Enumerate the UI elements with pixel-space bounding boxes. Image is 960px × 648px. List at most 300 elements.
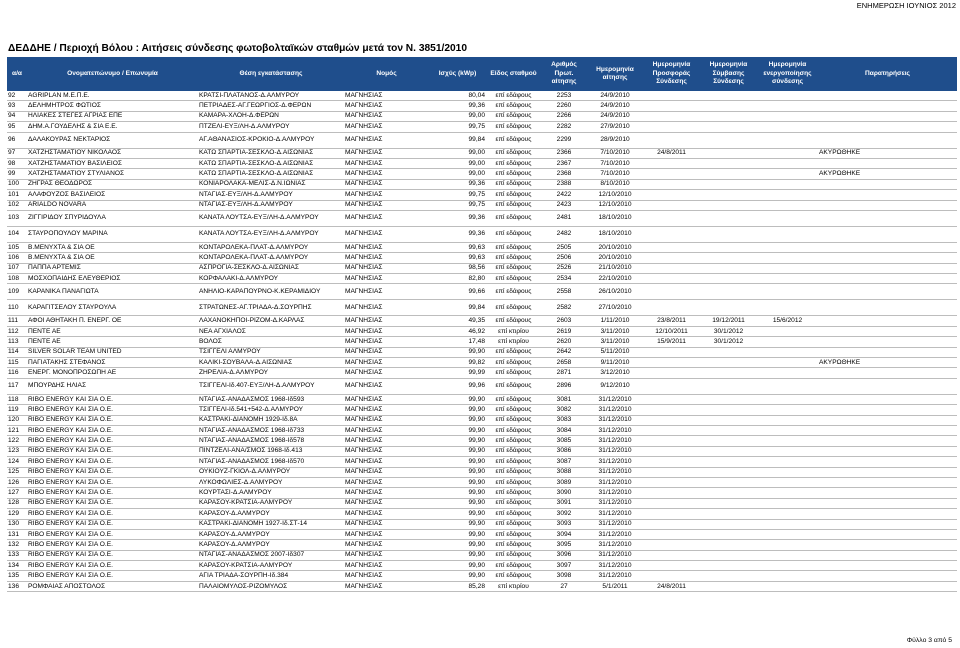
table-row [7, 561, 957, 571]
col-location-cell: ΚΑΡΑΣΟΥ-ΚΡΑΤΣΙΑ-ΑΛΜΥΡΟΥ [198, 561, 344, 571]
col-contract-date-cell [700, 457, 757, 467]
col-notes-cell [818, 425, 957, 435]
col-location-cell: ΚΡΑΤΣΙ-ΠΛΑΤΑΝΟΣ-Δ.ΑΛΜΥΡΟΥ [198, 91, 344, 101]
col-contract-date-cell [700, 132, 757, 148]
col-notes-cell [818, 158, 957, 168]
col-contract-date-cell [700, 226, 757, 242]
col-station-type-cell: επί εδάφους [486, 91, 541, 101]
col-station-type-cell: επί εδάφους [486, 561, 541, 571]
col-power-cell: 99,63 [429, 253, 486, 263]
col-station-type-cell: επί εδάφους [486, 253, 541, 263]
col-nomos-cell: ΜΑΓΝΗΣΙΑΣ [344, 394, 429, 404]
col-location-cell: ΚΑΡΑΣΟΥ-Δ.ΑΛΜΥΡΟΥ [198, 529, 344, 539]
col-power-cell: 99,90 [429, 519, 486, 529]
col-offer-date-cell [643, 274, 700, 284]
col-activation-date-cell [757, 467, 818, 477]
col-name-cell: ΗΛΙΑΚΕΣ ΣΤΕΓΕΣ ΑΓΡΙΑΣ ΕΠΕ [27, 111, 198, 121]
col-offer-date-cell [643, 498, 700, 508]
col-location-cell: ΚΑΡΑΣΟΥ-Δ.ΑΛΜΥΡΟΥ [198, 509, 344, 519]
col-activation-date-cell [757, 200, 818, 210]
col-power-cell: 99,84 [429, 132, 486, 148]
col-notes-cell [818, 378, 957, 394]
col-name-header: Ονοματεπώνυμο / Επωνυμία [27, 57, 198, 91]
col-request-date-header: Ημερομηνία αίτησης [587, 57, 643, 91]
col-contract-date-cell [700, 300, 757, 316]
col-location-cell: ΚΑΝΑΤΑ ΛΟΥΤΣΑ-ΕΥΞ/ΛΗ-Δ.ΑΛΜΥΡΟΥ [198, 226, 344, 242]
col-nomos-cell: ΜΑΓΝΗΣΙΑΣ [344, 101, 429, 111]
col-aa-cell: 110 [7, 300, 27, 316]
col-request-date-cell: 31/12/2010 [587, 561, 643, 571]
col-nomos-cell: ΜΑΓΝΗΣΙΑΣ [344, 581, 429, 591]
col-power-cell: 99,36 [429, 226, 486, 242]
col-name-cell: RIBO ENERGY ΚΑΙ ΣΙΑ Ο.Ε. [27, 457, 198, 467]
col-activation-date-cell [757, 122, 818, 132]
col-name-cell: ΠΑΓΙΑΤΑΚΗΣ ΣΤΕΦΑΝΟΣ [27, 358, 198, 368]
col-name-cell: ΖΙΓΓΙΡΙΔΟΥ ΣΠΥΡΙΔΟΥΛΑ [27, 210, 198, 226]
col-activation-date-cell [757, 358, 818, 368]
col-protocol-cell: 2526 [541, 263, 587, 273]
col-activation-date-cell [757, 91, 818, 101]
col-nomos-cell: ΜΑΓΝΗΣΙΑΣ [344, 200, 429, 210]
col-request-date-cell: 7/10/2010 [587, 158, 643, 168]
col-aa-cell: 106 [7, 253, 27, 263]
col-station-type-cell: επί εδάφους [486, 263, 541, 273]
col-location-cell: ΝΤΑΓΙΑΣ-ΕΥΞ/ΛΗ-Δ.ΑΛΜΥΡΟΥ [198, 190, 344, 200]
col-station-type-cell: επί εδάφους [486, 148, 541, 158]
col-protocol-cell: 2506 [541, 253, 587, 263]
col-contract-date-cell [700, 467, 757, 477]
col-request-date-cell: 24/9/2010 [587, 101, 643, 111]
col-aa-cell: 120 [7, 415, 27, 425]
col-contract-date-cell [700, 200, 757, 210]
col-location-cell: ΠΑΛΑΙΟΜΥΛΟΣ-ΡΙΖΟΜΥΛΟΣ [198, 581, 344, 591]
col-protocol-cell: 3096 [541, 550, 587, 560]
col-location-cell: ΝΤΑΓΙΑΣ-ΑΝΑΔΑΣΜΟΣ 1968-Ιδ733 [198, 425, 344, 435]
col-request-date-cell: 12/10/2010 [587, 190, 643, 200]
col-station-type-cell: επί εδάφους [486, 550, 541, 560]
col-location-cell: ΚΑΤΩ ΣΠΑΡΤΙΑ-ΣΕΣΚΛΟ-Δ.ΑΙΣΩΝΙΑΣ [198, 158, 344, 168]
col-nomos-cell: ΜΑΓΝΗΣΙΑΣ [344, 467, 429, 477]
col-contract-date-cell [700, 477, 757, 487]
col-request-date-cell: 31/12/2010 [587, 571, 643, 581]
col-power-cell: 49,35 [429, 316, 486, 326]
col-protocol-cell: 3088 [541, 467, 587, 477]
col-location-header: Θέση εγκατάστασης [198, 57, 344, 91]
table-row [7, 415, 957, 425]
col-offer-date-cell [643, 169, 700, 179]
col-protocol-cell: 2620 [541, 337, 587, 347]
col-power-cell: 99,00 [429, 158, 486, 168]
col-aa-cell: 107 [7, 263, 27, 273]
col-contract-date-cell [700, 498, 757, 508]
col-power-cell: 99,66 [429, 284, 486, 300]
col-activation-date-cell [757, 581, 818, 591]
col-aa-cell: 133 [7, 550, 27, 560]
col-contract-date-cell [700, 378, 757, 394]
col-aa-cell: 128 [7, 498, 27, 508]
col-protocol-cell: 2366 [541, 148, 587, 158]
col-notes-cell [818, 316, 957, 326]
table-row [7, 158, 957, 168]
col-protocol-cell: 3085 [541, 436, 587, 446]
col-protocol-cell: 3094 [541, 529, 587, 539]
table-row [7, 274, 957, 284]
col-activation-date-cell [757, 210, 818, 226]
col-aa-cell: 113 [7, 337, 27, 347]
col-aa-cell: 119 [7, 405, 27, 415]
col-nomos-cell: ΜΑΓΝΗΣΙΑΣ [344, 326, 429, 336]
col-location-cell: ΚΑΝΑΤΑ ΛΟΥΤΣΑ-ΕΥΞ/ΛΗ-Δ.ΑΛΜΥΡΟΥ [198, 210, 344, 226]
col-offer-date-cell [643, 446, 700, 456]
col-name-cell: ΧΑΤΖΗΣΤΑΜΑΤΙΟΥ ΒΑΣΙΛΕΙΟΣ [27, 158, 198, 168]
col-activation-date-cell [757, 242, 818, 252]
col-notes-cell [818, 477, 957, 487]
col-contract-date-cell: 30/1/2012 [700, 326, 757, 336]
col-contract-date-cell [700, 509, 757, 519]
col-contract-date-cell [700, 169, 757, 179]
col-notes-cell [818, 200, 957, 210]
col-offer-date-cell [643, 529, 700, 539]
col-offer-date-cell: 24/8/2011 [643, 581, 700, 591]
col-nomos-cell: ΜΑΓΝΗΣΙΑΣ [344, 571, 429, 581]
table-row [7, 358, 957, 368]
col-name-cell: ΔΗΜ.Α.ΓΟΥΔΕΛΗΣ & ΣΙΑ Ε.Ε. [27, 122, 198, 132]
col-contract-date-cell [700, 446, 757, 456]
col-protocol-cell: 2282 [541, 122, 587, 132]
col-offer-date-cell [643, 190, 700, 200]
col-aa-cell: 115 [7, 358, 27, 368]
col-nomos-cell: ΜΑΓΝΗΣΙΑΣ [344, 540, 429, 550]
col-contract-date-cell [700, 405, 757, 415]
col-request-date-cell: 8/10/2010 [587, 179, 643, 189]
col-activation-date-cell [757, 368, 818, 378]
col-nomos-cell: ΜΑΓΝΗΣΙΑΣ [344, 226, 429, 242]
col-notes-cell: ΑΚΥΡΩΘΗΚΕ [818, 148, 957, 158]
col-location-cell: ΚΑΡΑΣΟΥ-Δ.ΑΛΜΥΡΟΥ [198, 540, 344, 550]
col-location-cell: ΠΙΝΤΖΕΛΙ-ΑΝΑ/ΣΜΟΣ 1968-Ιδ.413 [198, 446, 344, 456]
col-station-type-cell: επί εδάφους [486, 529, 541, 539]
col-aa-cell: 132 [7, 540, 27, 550]
col-offer-date-cell: 12/10/2011 [643, 326, 700, 336]
col-location-cell: ΝΕΑ ΑΓΧΙΑΛΟΣ [198, 326, 344, 336]
col-notes-cell [818, 263, 957, 273]
col-aa-cell: 112 [7, 326, 27, 336]
col-contract-date-cell [700, 488, 757, 498]
col-location-cell: ΚΟΝΤΑΡΟΛΕΚΑ-ΠΛΑΤ-Δ.ΑΛΜΥΡΟΥ [198, 253, 344, 263]
col-activation-date-header: Ημερομηνία ενεργοποίησης σύνδεσης [757, 57, 818, 91]
col-station-type-cell: επί εδάφους [486, 457, 541, 467]
col-aa-cell: 104 [7, 226, 27, 242]
col-power-cell: 99,90 [429, 415, 486, 425]
col-name-cell: ΑΛΑΦΟΥΖΟΣ ΒΑΣΙΛΕΙΟΣ [27, 190, 198, 200]
col-station-type-cell: επί εδάφους [486, 368, 541, 378]
col-name-cell: ΠΕΝΤΕ ΑΕ [27, 337, 198, 347]
col-location-cell: ΚΟΝΤΑΡΟΛΕΚΑ-ΠΛΑΤ-Δ.ΑΛΜΥΡΟΥ [198, 242, 344, 252]
col-contract-date-cell [700, 561, 757, 571]
col-request-date-cell: 31/12/2010 [587, 540, 643, 550]
table-row [7, 101, 957, 111]
col-power-cell: 99,63 [429, 242, 486, 252]
col-protocol-cell: 3086 [541, 446, 587, 456]
col-offer-date-cell [643, 179, 700, 189]
table-row [7, 132, 957, 148]
table-row [7, 368, 957, 378]
col-offer-date-cell [643, 158, 700, 168]
col-name-cell: RIBO ENERGY ΚΑΙ ΣΙΑ Ο.Ε. [27, 446, 198, 456]
col-protocol-cell: 2871 [541, 368, 587, 378]
col-offer-date-cell [643, 253, 700, 263]
col-offer-date-cell [643, 358, 700, 368]
col-aa-cell: 100 [7, 179, 27, 189]
col-request-date-cell: 31/12/2010 [587, 498, 643, 508]
col-power-cell: 99,90 [429, 446, 486, 456]
table-row [7, 509, 957, 519]
col-offer-date-cell [643, 457, 700, 467]
table-row [7, 378, 957, 394]
col-nomos-cell: ΜΑΓΝΗΣΙΑΣ [344, 190, 429, 200]
table-row [7, 498, 957, 508]
col-activation-date-cell [757, 274, 818, 284]
table-row [7, 242, 957, 252]
col-contract-date-cell [700, 242, 757, 252]
col-activation-date-cell [757, 446, 818, 456]
col-name-cell: Β.ΜΕΝΥΧΤΑ & ΣΙΑ ΟΕ [27, 253, 198, 263]
table-row [7, 111, 957, 121]
col-offer-date-cell [643, 368, 700, 378]
table-row [7, 253, 957, 263]
col-nomos-cell: ΜΑΓΝΗΣΙΑΣ [344, 405, 429, 415]
col-request-date-cell: 18/10/2010 [587, 210, 643, 226]
table-row [7, 347, 957, 357]
col-protocol-cell: 2422 [541, 190, 587, 200]
col-notes-cell [818, 519, 957, 529]
col-contract-date-cell [700, 190, 757, 200]
col-notes-cell [818, 284, 957, 300]
col-nomos-cell: ΜΑΓΝΗΣΙΑΣ [344, 148, 429, 158]
col-power-cell: 99,90 [429, 529, 486, 539]
col-offer-date-cell [643, 122, 700, 132]
table-row [7, 519, 957, 529]
col-protocol-cell: 3092 [541, 509, 587, 519]
col-location-cell: ΚΟΥΡΤΑΣΙ-Δ.ΑΛΜΥΡΟΥ [198, 488, 344, 498]
col-name-cell: ΔΕΛΗΜΗΤΡΟΣ ΦΩΤΙΟΣ [27, 101, 198, 111]
col-request-date-cell: 31/12/2010 [587, 509, 643, 519]
col-station-type-cell: επί κτιρίου [486, 326, 541, 336]
col-aa-cell: 117 [7, 378, 27, 394]
col-protocol-cell: 2266 [541, 111, 587, 121]
col-notes-cell: ΑΚΥΡΩΘΗΚΕ [818, 169, 957, 179]
col-offer-date-cell [643, 561, 700, 571]
col-aa-cell: 116 [7, 368, 27, 378]
table-row [7, 200, 957, 210]
col-notes-cell [818, 436, 957, 446]
table-row [7, 316, 957, 326]
col-name-cell: ΧΑΤΖΗΣΤΑΜΑΤΙΟΥ ΝΙΚΟΛΑΟΣ [27, 148, 198, 158]
col-request-date-cell: 27/9/2010 [587, 122, 643, 132]
col-offer-date-cell [643, 300, 700, 316]
col-aa-cell: 123 [7, 446, 27, 456]
col-station-type-cell: επί εδάφους [486, 274, 541, 284]
col-protocol-cell: 2896 [541, 378, 587, 394]
col-contract-date-cell: 30/1/2012 [700, 337, 757, 347]
col-station-type-cell: επί εδάφους [486, 101, 541, 111]
col-notes-cell [818, 394, 957, 404]
col-request-date-cell: 31/12/2010 [587, 436, 643, 446]
col-request-date-cell: 1/11/2010 [587, 316, 643, 326]
col-notes-cell [818, 347, 957, 357]
col-offer-date-cell [643, 242, 700, 252]
table-row [7, 540, 957, 550]
col-location-cell: ΚΑΣΤΡΑΚΙ-ΔΙΑΝΟΜΗ 1929-Ιδ.8Α [198, 415, 344, 425]
col-name-cell: ΔΑΛΑΚΟΥΡΑΣ ΝΕΚΤΑΡΙΟΣ [27, 132, 198, 148]
col-activation-date-cell [757, 498, 818, 508]
table-row [7, 190, 957, 200]
col-station-type-cell: επί εδάφους [486, 519, 541, 529]
col-notes-cell [818, 415, 957, 425]
col-request-date-cell: 31/12/2010 [587, 394, 643, 404]
col-notes-cell [818, 457, 957, 467]
col-activation-date-cell [757, 284, 818, 300]
col-nomos-cell: ΜΑΓΝΗΣΙΑΣ [344, 347, 429, 357]
col-name-cell: ΜΟΣΧΟΠΑΙΔΗΣ ΕΛΕΥΘΕΡΙΟΣ [27, 274, 198, 284]
table-row [7, 457, 957, 467]
table-row [7, 179, 957, 189]
col-protocol-cell: 2658 [541, 358, 587, 368]
col-power-cell: 99,90 [429, 509, 486, 519]
col-contract-date-cell [700, 284, 757, 300]
col-contract-date-cell [700, 550, 757, 560]
col-power-cell: 99,00 [429, 169, 486, 179]
col-nomos-cell: ΜΑΓΝΗΣΙΑΣ [344, 457, 429, 467]
page-number: Φύλλο 3 από 5 [906, 637, 952, 644]
col-activation-date-cell [757, 300, 818, 316]
col-name-cell: RIBO ENERGY ΚΑΙ ΣΙΑ Ο.Ε. [27, 394, 198, 404]
col-notes-cell [818, 368, 957, 378]
col-contract-date-cell [700, 210, 757, 226]
col-location-cell: ΤΣΙΓΓΕΛΙ-Ιδ.407-ΕΥΞ/ΛΗ-Δ.ΑΛΜΥΡΟΥ [198, 378, 344, 394]
col-request-date-cell: 31/12/2010 [587, 425, 643, 435]
col-power-cell: 99,90 [429, 436, 486, 446]
col-name-cell: RIBO ENERGY ΚΑΙ ΣΙΑ Ο.Ε. [27, 498, 198, 508]
col-contract-date-header: Ημερομηνία Σύμβασης Σύνδεσης [700, 57, 757, 91]
table-row [7, 226, 957, 242]
col-location-cell: ΟΥΚΙΟΥΖ-ΓΚΙΟΛ-Δ.ΑΛΜΥΡΟΥ [198, 467, 344, 477]
col-station-type-header: Είδος σταθμού [486, 57, 541, 91]
col-offer-date-cell [643, 425, 700, 435]
col-station-type-cell: επί εδάφους [486, 347, 541, 357]
col-protocol-cell: 2642 [541, 347, 587, 357]
col-station-type-cell: επί εδάφους [486, 394, 541, 404]
col-station-type-cell: επί εδάφους [486, 190, 541, 200]
col-protocol-cell: 2260 [541, 101, 587, 111]
col-name-cell: ΚΑΡΑΝΙΚΑ ΠΑΝΑΓΙΩΤΑ [27, 284, 198, 300]
col-location-cell: ΠΕΤΡΙΑΔΕΣ-ΑΓ.ΓΕΩΡΓΙΟΣ-Δ.ΦΕΡΩΝ [198, 101, 344, 111]
col-contract-date-cell [700, 358, 757, 368]
col-activation-date-cell [757, 457, 818, 467]
col-aa-cell: 101 [7, 190, 27, 200]
col-nomos-cell: ΜΑΓΝΗΣΙΑΣ [344, 436, 429, 446]
col-location-cell: ΑΝΗΛΙΟ-ΚΑΡΑΠΟΥΡΝΟ-Κ.ΚΕΡΑΜΙΔΙΟΥ [198, 284, 344, 300]
col-aa-cell: 114 [7, 347, 27, 357]
col-activation-date-cell [757, 101, 818, 111]
col-nomos-cell: ΜΑΓΝΗΣΙΑΣ [344, 378, 429, 394]
col-location-cell: ΝΤΑΓΙΑΣ-ΑΝΑΔΑΣΜΟΣ 2007-Ιδ307 [198, 550, 344, 560]
col-activation-date-cell [757, 519, 818, 529]
col-location-cell: ΚΟΝΙΑΡΟΛΑΚΑ-ΜΕΛΙΣ-Δ.Ν.ΙΩΝΙΑΣ [198, 179, 344, 189]
col-offer-date-cell [643, 394, 700, 404]
meeting-label: ΕΝΗΜΕΡΩΣΗ ΙΟΥΝΙΟΣ 2012 [856, 1, 956, 10]
col-notes-header: Παρατηρήσεις [818, 57, 957, 91]
col-nomos-cell: ΜΑΓΝΗΣΙΑΣ [344, 122, 429, 132]
col-station-type-cell: επί εδάφους [486, 498, 541, 508]
col-aa-cell: 118 [7, 394, 27, 404]
col-nomos-cell: ΜΑΓΝΗΣΙΑΣ [344, 284, 429, 300]
col-nomos-cell: ΜΑΓΝΗΣΙΑΣ [344, 498, 429, 508]
col-station-type-cell: επί εδάφους [486, 436, 541, 446]
col-activation-date-cell [757, 509, 818, 519]
col-station-type-cell: επί εδάφους [486, 378, 541, 394]
page-title: ΔΕΔΔΗΕ / Περιοχή Βόλου : Αιτήσεις σύνδεσης φωτοβολταϊκών σταθμών μετά τον Ν. 3851/2010 [8, 43, 467, 54]
col-station-type-cell: επί κτιρίου [486, 581, 541, 591]
col-offer-date-cell [643, 436, 700, 446]
col-contract-date-cell [700, 368, 757, 378]
col-contract-date-cell [700, 519, 757, 529]
col-aa-cell: 102 [7, 200, 27, 210]
col-aa-cell: 127 [7, 488, 27, 498]
col-nomos-cell: ΜΑΓΝΗΣΙΑΣ [344, 561, 429, 571]
col-aa-cell: 121 [7, 425, 27, 435]
col-activation-date-cell [757, 132, 818, 148]
col-notes-cell [818, 101, 957, 111]
table-row [7, 122, 957, 132]
col-request-date-cell: 7/10/2010 [587, 148, 643, 158]
col-request-date-cell: 9/12/2010 [587, 378, 643, 394]
table-row [7, 169, 957, 179]
col-request-date-cell: 24/9/2010 [587, 91, 643, 101]
col-protocol-cell: 2423 [541, 200, 587, 210]
col-notes-cell [818, 274, 957, 284]
col-notes-cell [818, 122, 957, 132]
col-power-cell: 99,90 [429, 405, 486, 415]
col-notes-cell [818, 132, 957, 148]
col-request-date-cell: 26/10/2010 [587, 284, 643, 300]
col-location-cell: ΑΣΠΡΟΓΙΑ-ΣΕΣΚΛΟ-Δ.ΑΙΣΩΝΙΑΣ [198, 263, 344, 273]
col-notes-cell [818, 242, 957, 252]
col-station-type-cell: επί εδάφους [486, 210, 541, 226]
col-activation-date-cell [757, 561, 818, 571]
col-nomos-header: Νομός [344, 57, 429, 91]
col-activation-date-cell: 15/6/2012 [757, 316, 818, 326]
col-activation-date-cell [757, 111, 818, 121]
col-protocol-cell: 2603 [541, 316, 587, 326]
table-row [7, 436, 957, 446]
table-row [7, 488, 957, 498]
col-aa-cell: 94 [7, 111, 27, 121]
col-name-cell: RIBO ENERGY ΚΑΙ ΣΙΑ Ο.Ε. [27, 509, 198, 519]
table-row [7, 529, 957, 539]
col-station-type-cell: επί εδάφους [486, 467, 541, 477]
col-name-cell: ΜΠΟΥΡΔΗΣ ΗΛΙΑΣ [27, 378, 198, 394]
col-activation-date-cell [757, 148, 818, 158]
col-protocol-cell: 3098 [541, 571, 587, 581]
col-name-cell: ARIALDO NOVARA [27, 200, 198, 210]
col-aa-cell: 93 [7, 101, 27, 111]
col-station-type-cell: επί εδάφους [486, 540, 541, 550]
col-power-cell: 99,90 [429, 425, 486, 435]
col-name-cell: ΠΑΠΠΑ ΑΡΤΕΜΙΣ [27, 263, 198, 273]
col-contract-date-cell [700, 91, 757, 101]
col-station-type-cell: επί εδάφους [486, 200, 541, 210]
